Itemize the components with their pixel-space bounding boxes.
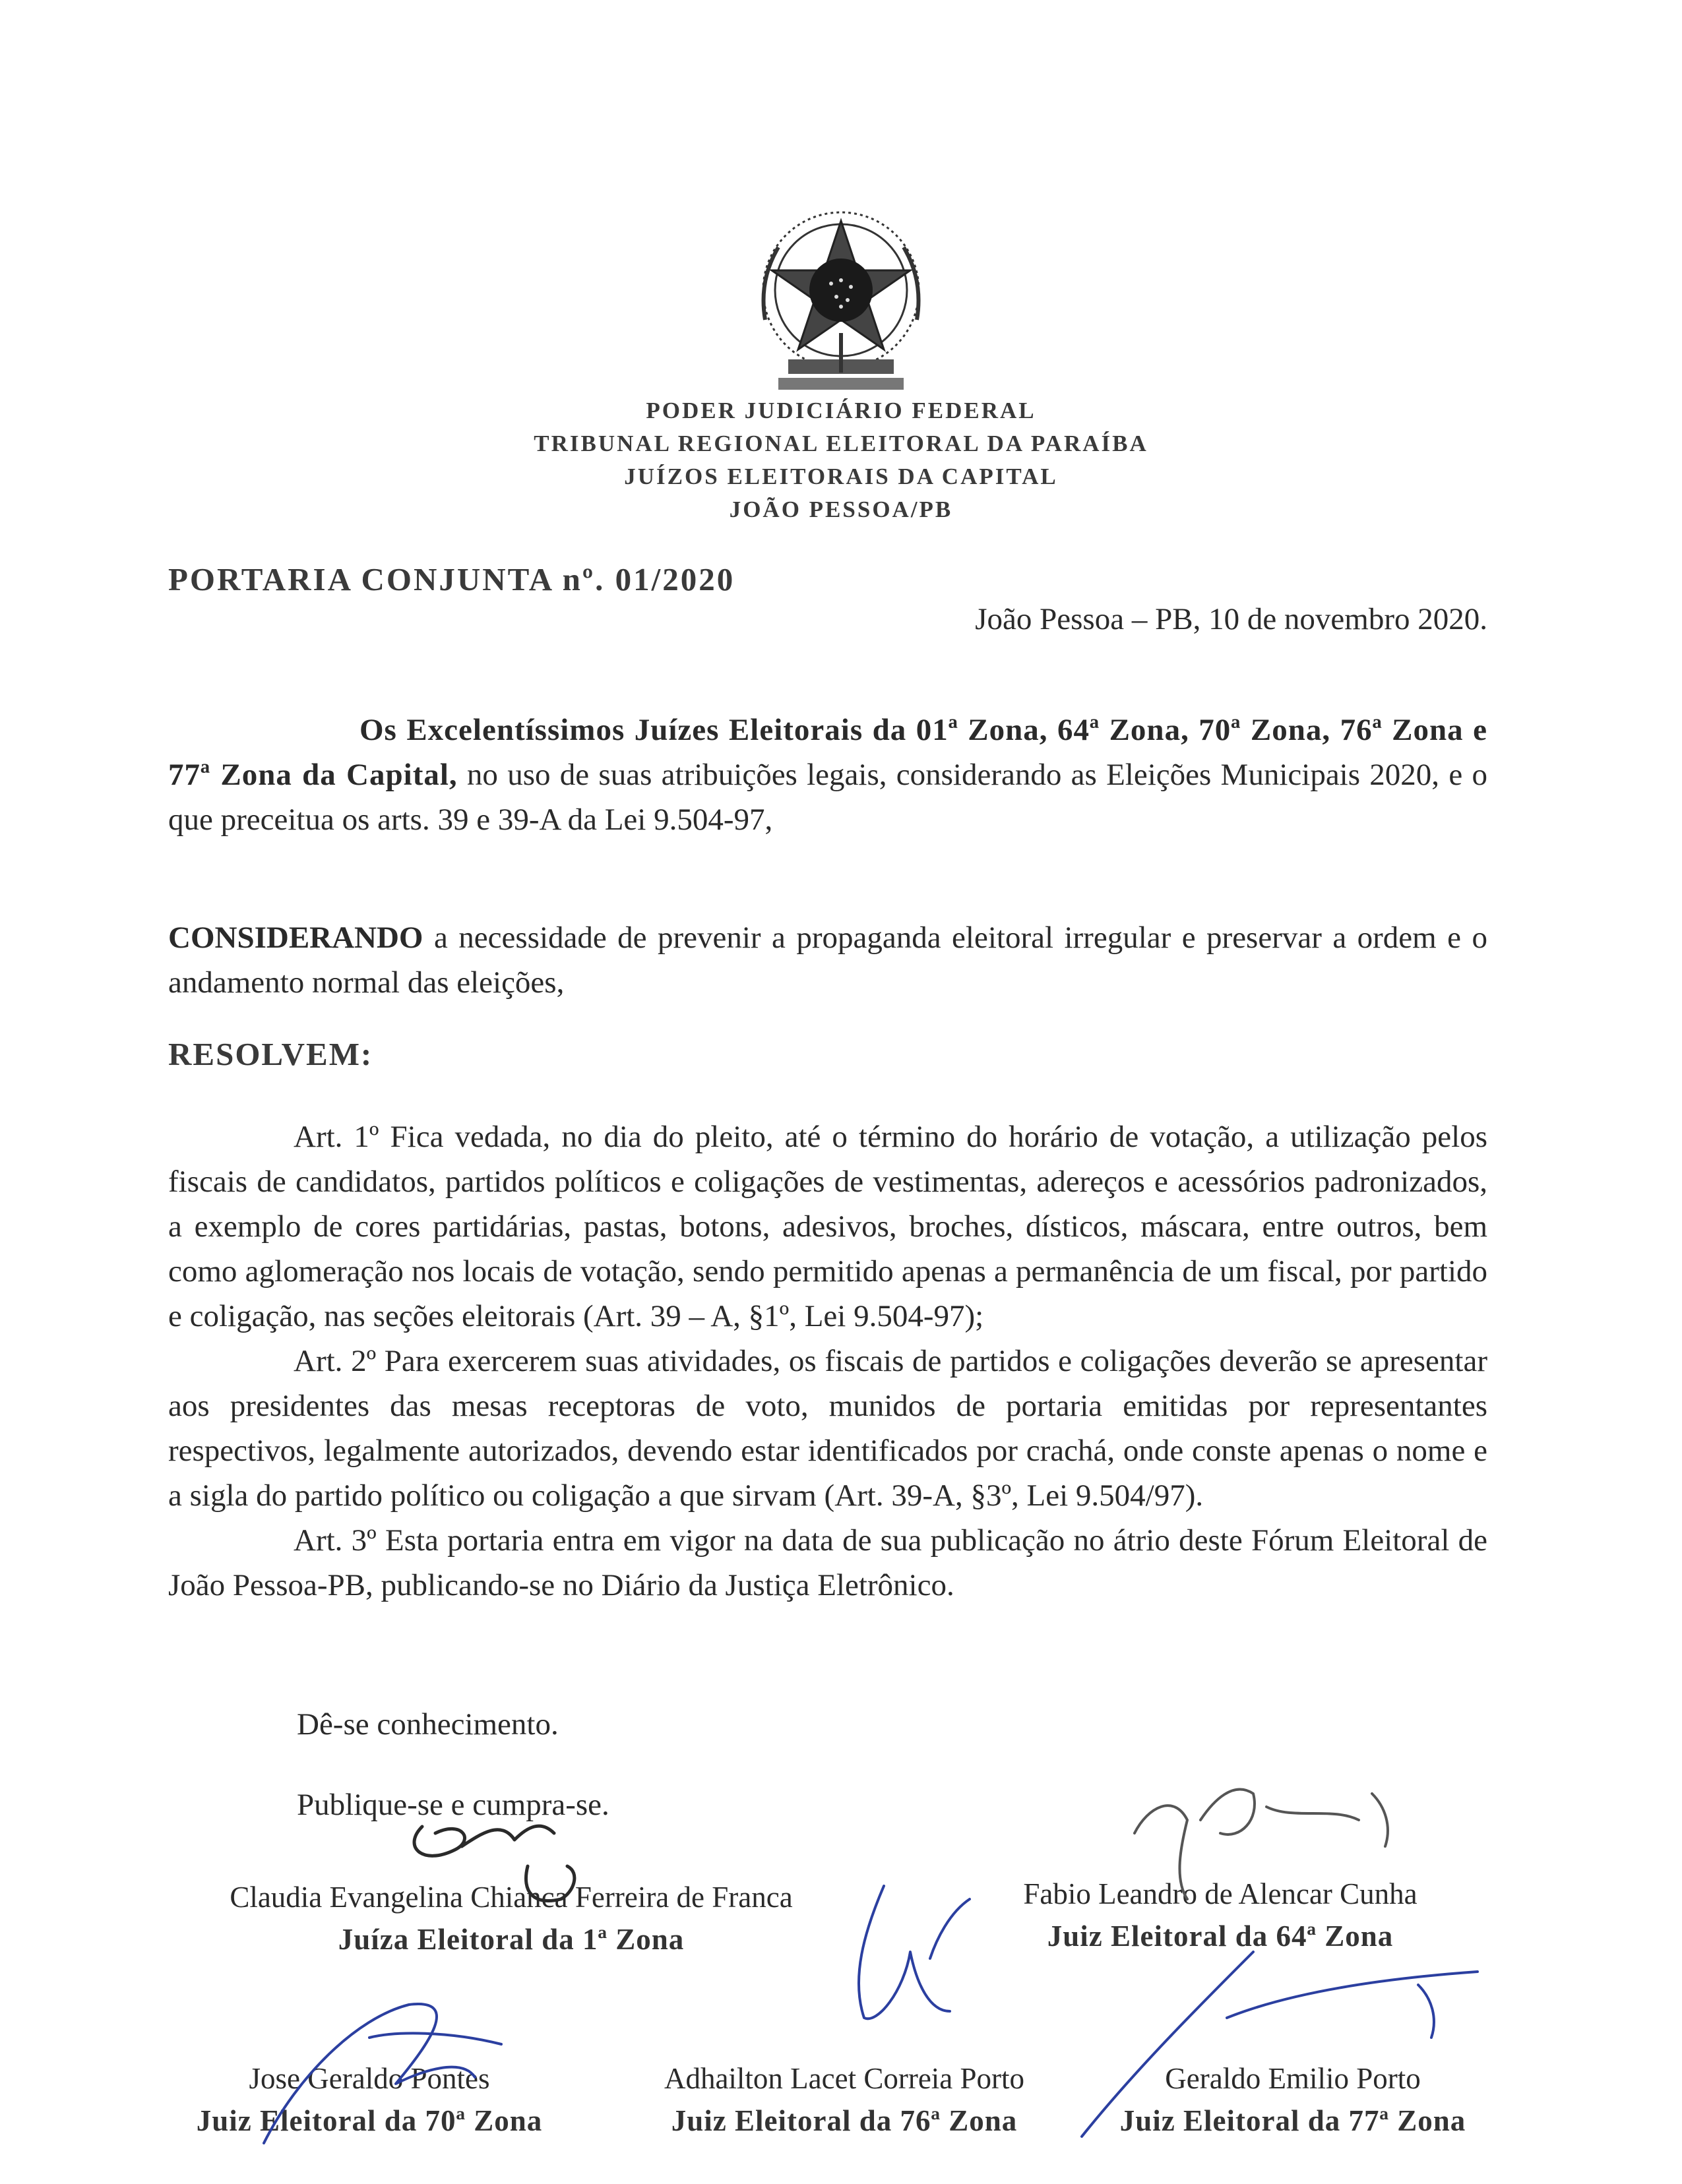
signer-name: Fabio Leandro de Alencar Cunha <box>1023 1877 1417 1910</box>
intro-bold: Os Excelentíssimos Juízes Eleitorais da 01ª Zona, 64ª Zona, 70ª Zona, 76ª Zona e 77ª Zona da Capital, <box>168 713 1487 792</box>
header-line: PODER JUDICIÁRIO FEDERAL <box>646 398 1036 423</box>
signer-role: Juiz Eleitoral da 77ª Zona <box>1119 2104 1466 2137</box>
signature-block <box>950 1873 1491 1957</box>
considerando-bold: CONSIDERANDO <box>168 921 423 955</box>
institution-header <box>0 394 1682 526</box>
signature-block <box>165 1876 857 1960</box>
article-3: Art. 3º Esta portaria entra em vigor na data de sua publicação no átrio deste Fórum Eleitoral de João Pessoa-PB, publicando-se no Diário da Justiça Eletrônico. <box>168 1523 1487 1602</box>
signer-role: Juiz Eleitoral da 64ª Zona <box>1047 1920 1394 1953</box>
article-2: Art. 2º Para exercerem suas atividades, os fiscais de partidos e coligações deverão se apresentar aos presidentes das mesas receptoras de voto, munidos de portaria emitidas por representantes respectivos, legalmente autorizados, devendo estar identificados por crachá, onde conste apenas o nome e a sigla do partido político ou coligação a que sirvam (Art. 39-A, §3º, Lei 9.504/97). <box>168 1344 1487 1513</box>
resolvem-heading: RESOLVEM: <box>168 1036 373 1072</box>
signer-role: Juiz Eleitoral da 76ª Zona <box>671 2104 1018 2137</box>
intro-paragraph <box>168 708 1487 842</box>
signer-name: Jose Geraldo Pontes <box>249 2062 490 2095</box>
portaria-title: PORTARIA CONJUNTA nº. 01/2020 <box>168 561 735 597</box>
header-line: JUÍZOS ELEITORAIS DA CAPITAL <box>624 464 1058 489</box>
signer-role: Juíza Eleitoral da 1ª Zona <box>338 1923 685 1956</box>
signer-name: Adhailton Lacet Correia Porto <box>664 2062 1025 2095</box>
header-line: JOÃO PESSOA/PB <box>729 497 953 522</box>
article-1: Art. 1º Fica vedada, no dia do pleito, até o término do horário de votação, a utilização pelos fiscais de candidatos, partidos políticos e coligações de vestimentas, adereços e acessórios padronizados, a exemplo de cores partidárias, pastas, botons, adesivos, broches, dísticos, máscara, entre outros, bem como aglomeração nos locais de votação, sendo permitido apenas a permanência de um fiscal, por partido e coligação, nas seções eleitorais (Art. 39 – A, §1º, Lei 9.504-97); <box>168 1120 1487 1333</box>
closing-line: Dê-se conhecimento. <box>297 1707 559 1742</box>
signer-name: Claudia Evangelina Chianca Ferreira de Franca <box>230 1881 793 1914</box>
considerando-rest: a necessidade de prevenir a propaganda eleitoral irregular e preservar a ordem e o andamento normal das eleições, <box>168 921 1487 1000</box>
signer-name: Geraldo Emilio Porto <box>1165 2062 1421 2095</box>
considerando-paragraph <box>168 915 1487 1005</box>
signer-role: Juiz Eleitoral da 70ª Zona <box>196 2104 543 2137</box>
closing-line: Publique-se e cumpra-se. <box>297 1788 609 1822</box>
signature-block <box>158 2057 580 2142</box>
signature-block <box>607 2057 1082 2142</box>
signature-block <box>1069 2057 1517 2142</box>
header-line: TRIBUNAL REGIONAL ELEITORAL DA PARAÍBA <box>534 431 1148 456</box>
document-date: João Pessoa – PB, 10 de novembro 2020. <box>975 602 1487 636</box>
coat-of-arms-icon <box>726 201 956 399</box>
intro-rest: no uso de suas atribuições legais, considerando as Eleições Municipais 2020, e o que preceitua os arts. 39 e 39-A da Lei 9.504-97, <box>168 758 1487 837</box>
articles-section <box>168 1114 1487 1608</box>
